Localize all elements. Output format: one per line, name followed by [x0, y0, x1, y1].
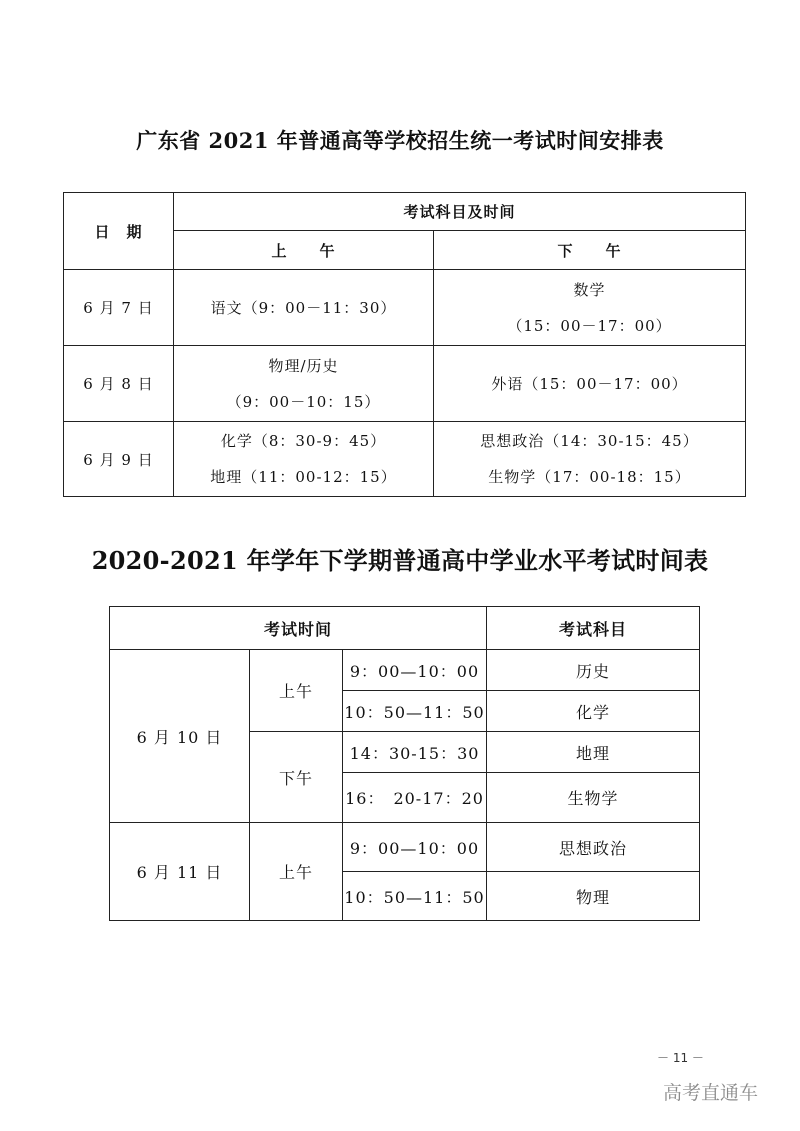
exam-time: （15：00－17：00）	[507, 316, 672, 335]
time-cell: 14：30-15：30	[343, 732, 487, 773]
table-row	[110, 650, 700, 691]
table-row	[64, 346, 746, 422]
document-title-1: 广东省 2021 年普通高等学校招生统一考试时间安排表	[136, 128, 664, 153]
morning-cell	[174, 270, 434, 346]
exam-time: （9：00－10：15）	[226, 392, 381, 411]
exam-entry: 生物学（17：00-18：15）	[488, 468, 691, 486]
afternoon-header: 下 午	[434, 231, 746, 270]
subject-cell: 历史	[487, 650, 700, 691]
table-row	[64, 270, 746, 346]
time-cell: 9：00—10：00	[343, 823, 487, 872]
date-cell: 6 月 7 日	[64, 270, 174, 346]
watermark-text: 高考直通车	[663, 1082, 759, 1104]
page-number: － 11 －	[657, 1051, 704, 1065]
date-column-header: 日 期	[64, 193, 174, 270]
table-row	[64, 422, 746, 497]
afternoon-cell	[434, 422, 746, 497]
date-cell: 6 月 11 日	[110, 823, 250, 921]
exam-entry: 外语（15：00－17：00）	[491, 374, 688, 393]
time-cell: 10：50—11：50	[343, 872, 487, 921]
period-cell: 上午	[250, 650, 343, 732]
exam-subject: 数学	[573, 280, 606, 299]
exam-entry: 地理（11：00-12：15）	[210, 468, 397, 486]
subject-cell: 物理	[487, 872, 700, 921]
exam-entry: 化学（8：30-9：45）	[220, 432, 387, 450]
time-cell: 16： 20-17：20	[343, 773, 487, 823]
exam-entry: 思想政治（14：30-15：45）	[480, 432, 699, 450]
date-cell: 6 月 9 日	[64, 422, 174, 497]
subject-cell: 化学	[487, 691, 700, 732]
date-cell: 6 月 8 日	[64, 346, 174, 422]
document-title-2: 2020-2021 年学年下学期普通高中学业水平考试时间表	[91, 546, 709, 575]
subject-time-header: 考试科目及时间	[174, 193, 746, 231]
exam-subject-header: 考试科目	[487, 607, 700, 650]
subject-cell: 地理	[487, 732, 700, 773]
exam-entry: 语文（9：00－11：30）	[210, 298, 397, 317]
exam-time-header: 考试时间	[110, 607, 487, 650]
time-cell: 10：50—11：50	[343, 691, 487, 732]
morning-cell	[174, 422, 434, 497]
morning-cell	[174, 346, 434, 422]
afternoon-cell	[434, 270, 746, 346]
gaokao-schedule-table	[63, 192, 746, 497]
morning-header: 上 午	[174, 231, 434, 270]
table-row	[110, 823, 700, 872]
academic-test-schedule-table	[109, 606, 700, 921]
period-cell: 上午	[250, 823, 343, 921]
exam-subject: 物理/历史	[268, 356, 339, 375]
date-cell: 6 月 10 日	[110, 650, 250, 823]
period-cell: 下午	[250, 732, 343, 823]
subject-cell: 思想政治	[487, 823, 700, 872]
subject-cell: 生物学	[487, 773, 700, 823]
time-cell: 9：00—10：00	[343, 650, 487, 691]
afternoon-cell	[434, 346, 746, 422]
